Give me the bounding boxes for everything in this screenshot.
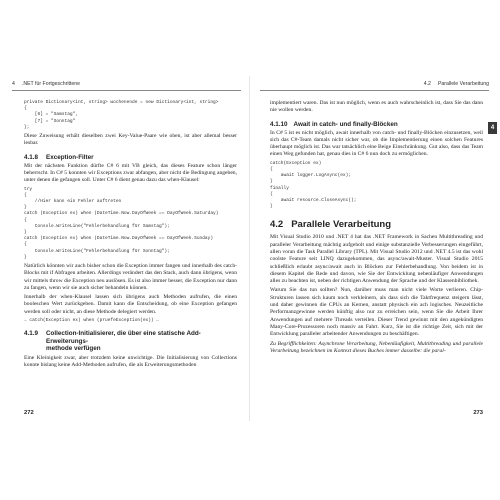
header-section-number: 4.2	[423, 81, 431, 87]
paragraph: Warum Sie das tun sollten? Nun, darüber muss man nicht viele Worte verlieren. Chip-Strukturen lassen sich kaum noch verkleinern, als dass sich die Taktfrequenz steigern lässt, und daher gewinnen die CPUs an Kernen, anstatt physisch ein ach logisches. Neuzeitliche Performanzgewinne werden künftig also nur zu erreichen sein, wenn Sie die Arbeit Ihrer Anwendungen auf mehrere Threads verteilen. Dieser Trend gewinnt mit den angekündigten Many-Core-Prozessoren noch massiv an Fahrt. Kurz, Sie ist die richtige Zeit, sich mit der Entwicklung paralleler arbeitender Anwendungen zu beschäftigen.	[270, 287, 483, 338]
paragraph: In C# 5 ist es nicht möglich, await innerhalb von catch- und finally-Blöcken einzusetzen, weil sich das C#-Team damals nicht sicher war, ob die Implementierung einen solchen Features überhaupt möglich ist. Das war tatsächlich eine Beige Einschränkung. Gut also, dass das Team einen Weg gefunden hat, genau dies in C# 6 nun doch zu ermöglichen.	[270, 129, 483, 158]
code-inline-when: … catch(Exception ex) when (pruefeException(ex)) …	[24, 318, 160, 324]
section-title-line-1: Collection-Initialisierer, die über eine statische Add-Erweiterungs-	[46, 330, 201, 345]
section-heading-await-catch-finally	[270, 121, 483, 128]
right-page	[252, 76, 497, 421]
paragraph: Eine Kleinigkeit zwar, aber trotzdem keine unwichtige. Die Initialisierung von Collections konnte bislang keine Add-Methoden aufrufen, die als Erweiterungsmethoden	[24, 354, 237, 369]
section-number: 4.1.10	[270, 120, 288, 128]
page-number-right: 273	[473, 410, 483, 416]
section-title: Parallele Verarbeitung	[291, 219, 392, 231]
paragraph: Natürlich könnten wir auch bisher schon die Exception immer fangen und innerhalb des catch-Blocks mit if Abfragen arbeiten. Allerdings verändert das den Stack, auch dann übrigens, wenn wir mittels throw die Exception neu auslösen. Es ist also immer besser, die Exception nur dann zu fangen, wenn wir sie auch sicher behandeln können.	[24, 262, 237, 291]
code-listing-try-catch: try { //Hier kann ein Fehler auftreten } catch (Exception ex) when (DateTime.Now.DayOfWeek == DayOfWeek.Saturday) { Console.WriteLine("Fehlerbehandlung für Samstag"); } catch (Exception ex) when (DateTime.Now.DayOfWeek == DayOfWeek.Sunday) { Console.WriteLine("Fehlerbehandlung für Sonntag"); }	[24, 186, 219, 260]
left-page	[4, 76, 249, 421]
chapter-thumb-tab: 4	[488, 122, 497, 134]
header-section-title: Parallele Verarbeitung	[437, 81, 489, 87]
section-title: Exception-Filter	[46, 153, 94, 161]
running-header-left	[12, 78, 241, 91]
section-heading-collection-initializers	[24, 330, 237, 353]
section-number: 4.1.8	[24, 153, 39, 161]
paragraph: Mit der nächsten Funktion dürfte C# 6 mit VB gleich, das dieses Feature schon länger beherrscht. In C# 5 konnten wir Exceptions zwar abfangen, aber nicht die Bedingung angeben, unter denen die gefangen soll. Unter C# 6 dient genau dazu das when-Klausel:	[24, 162, 237, 184]
paragraph: Diese Zuweisung erhält dieselben zwei Key-Value-Paare wie oben, ist aber allemal besser lesbar.	[24, 133, 237, 147]
section-title: Await in catch- und finally-Blöcken	[293, 120, 398, 128]
paragraph: Mit Visual Studio 2010 und .NET 4 hat das .NET Framework in Sachen Multithreading und paralleler Verarbeitung mächtig aufgeholt und einige substanzielle Verbesserungen eingeführt, allen voran die Task Parallel Library (TPL). Mit Visual Studio 2012 und .NET 4.5 ist das wohl coolste Feature seit LINQ dazugekommen, das async/await-Muster. Visual Studio 2015 schließlich erlaubt async/await auch in Blöcken zur Fehlerbehandlung. Von beidem ist in diesem Kapitel die Rede und davon, wie Sie der Entwicklung nebenläufiger Anwendungen alles zu beachten ist, neben der richtigen Anwendung der Sprache und der Klassenbibliothek.	[270, 234, 483, 285]
paragraph: implementiert waren. Das ist nun möglich, wenn es auch wahrscheinlich ist, dass Sie das dann nie wollen werden.	[270, 100, 483, 114]
running-header-right	[260, 78, 489, 91]
section-title-line-2: methode verfügen	[46, 345, 101, 353]
paragraph: Zu Begrifflichkeiten: Asynchrone Verarbeitung, Nebenläufigkeit, Multithreading und parallele Verarbeitung bezeichnen im Kontext dieses Buches immer dasselbe: die paral-	[270, 340, 483, 354]
book-spine	[249, 76, 250, 421]
section-heading-exception-filter	[24, 154, 237, 161]
right-page-content	[270, 98, 483, 357]
header-chapter-title: .NET für Fortgeschrittene	[21, 81, 81, 87]
code-listing-await: catch(Exception ex) { await logger.LogAsync(ex); } finally { await resource.CloseAsync(); }	[270, 160, 357, 210]
section-number: 4.2	[270, 219, 284, 231]
section-heading-parallel-processing	[270, 219, 483, 230]
left-page-content	[24, 98, 237, 371]
paragraph: Innerhalb der when-Klausel lassen sich übrigens auch Methoden aufrufen, die einen booleschen Wert zurückgeben. Damit kann die Entscheidung, ob eine Exception gefangen werden soll oder nicht, an diese Methode delegiert werden.	[24, 294, 237, 315]
page-number-left: 272	[24, 410, 34, 416]
code-listing-dictionary: private Dictionary<int, string> wochenende = new Dictionary<int, string> { [6] = "Samstag", [7] = "Sonntag" };	[24, 100, 219, 130]
header-chapter-number: 4	[12, 81, 15, 87]
section-number: 4.1.9	[24, 330, 39, 338]
